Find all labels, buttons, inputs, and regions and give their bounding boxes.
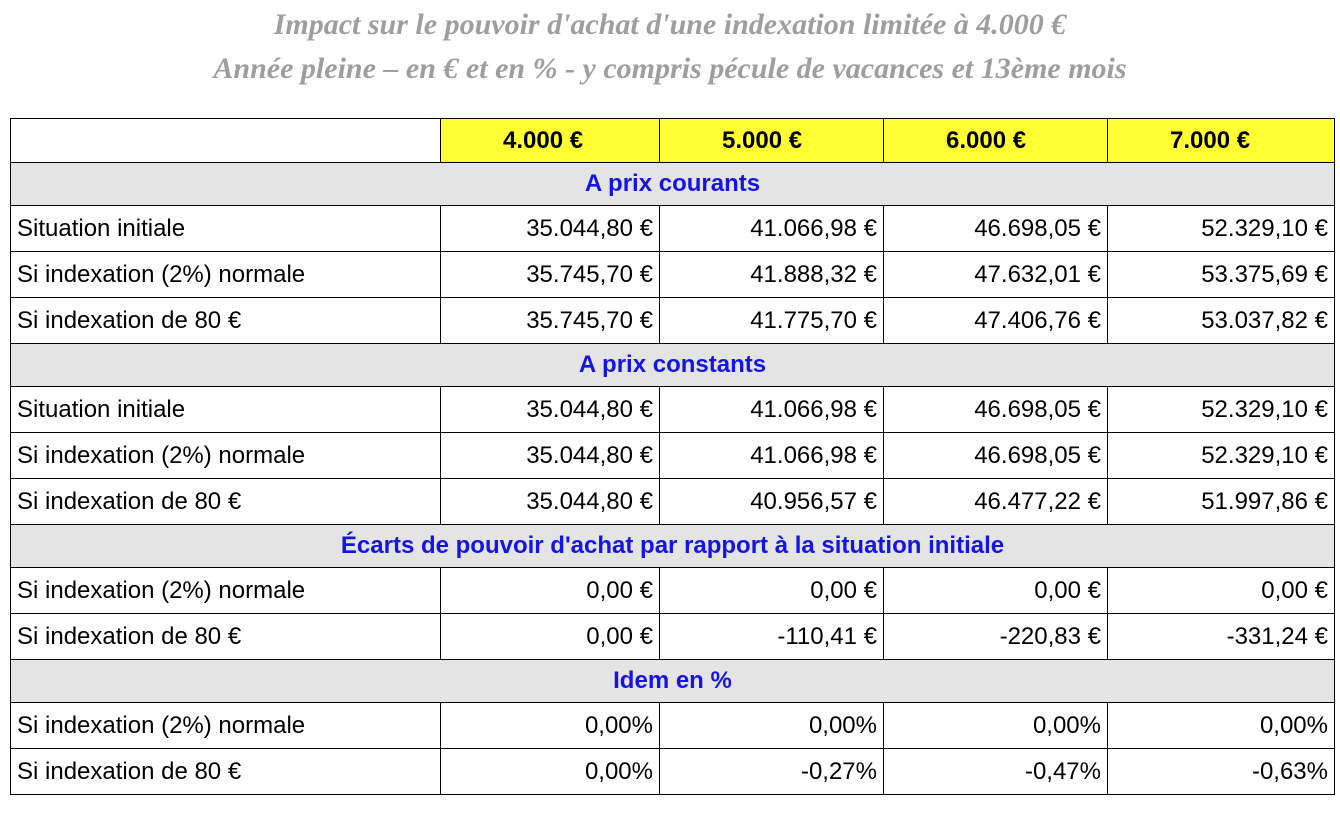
header-cell-empty (11, 119, 441, 163)
section-title: A prix courants (11, 163, 1335, 206)
value-cell: -0,47% (884, 749, 1108, 795)
value-cell: -0,27% (660, 749, 884, 795)
value-cell: 0,00% (441, 749, 660, 795)
value-cell: 40.956,57 € (660, 479, 884, 525)
table-row (11, 568, 1335, 614)
value-cell: 0,00% (660, 703, 884, 749)
row-label: Si indexation de 80 € (11, 298, 441, 344)
value-cell: 41.066,98 € (660, 387, 884, 433)
section-title: A prix constants (11, 344, 1335, 387)
document-title (0, 0, 1340, 91)
row-label: Si indexation (2%) normale (11, 433, 441, 479)
value-cell: 35.044,80 € (441, 433, 660, 479)
row-label: Si indexation de 80 € (11, 479, 441, 525)
value-cell: 41.775,70 € (660, 298, 884, 344)
table-row (11, 479, 1335, 525)
value-cell: 0,00% (884, 703, 1108, 749)
value-cell: 53.037,82 € (1108, 298, 1335, 344)
value-cell: 52.329,10 € (1108, 206, 1335, 252)
row-label: Si indexation de 80 € (11, 749, 441, 795)
value-cell: 41.066,98 € (660, 206, 884, 252)
section-row (11, 525, 1335, 568)
value-cell: 46.698,05 € (884, 387, 1108, 433)
value-cell: -0,63% (1108, 749, 1335, 795)
value-cell: 52.329,10 € (1108, 387, 1335, 433)
value-cell: 0,00 € (660, 568, 884, 614)
table-row (11, 206, 1335, 252)
table-row (11, 703, 1335, 749)
row-label: Si indexation (2%) normale (11, 252, 441, 298)
value-cell: 53.375,69 € (1108, 252, 1335, 298)
value-cell: -331,24 € (1108, 614, 1335, 660)
section-row (11, 163, 1335, 206)
value-cell: 0,00 € (1108, 568, 1335, 614)
value-cell: 35.745,70 € (441, 298, 660, 344)
value-cell: 46.698,05 € (884, 206, 1108, 252)
table-row (11, 298, 1335, 344)
section-row (11, 344, 1335, 387)
value-cell: 41.888,32 € (660, 252, 884, 298)
table-row (11, 252, 1335, 298)
purchasing-power-table (10, 118, 1335, 795)
title-line-2: Année pleine – en € et en % - y compris pécule de vacances et 13ème mois (213, 52, 1127, 85)
row-label: Si indexation (2%) normale (11, 703, 441, 749)
header-cell-6000: 6.000 € (884, 119, 1108, 163)
table-row (11, 749, 1335, 795)
value-cell: 35.044,80 € (441, 387, 660, 433)
value-cell: 46.477,22 € (884, 479, 1108, 525)
section-title: Écarts de pouvoir d'achat par rapport à la situation initiale (11, 525, 1335, 568)
row-label: Situation initiale (11, 206, 441, 252)
header-cell-5000: 5.000 € (660, 119, 884, 163)
row-label: Si indexation (2%) normale (11, 568, 441, 614)
table-row (11, 387, 1335, 433)
value-cell: 35.044,80 € (441, 479, 660, 525)
value-cell: 47.632,01 € (884, 252, 1108, 298)
value-cell: 0,00% (441, 703, 660, 749)
value-cell: 0,00 € (441, 568, 660, 614)
value-cell: 0,00 € (441, 614, 660, 660)
row-label: Situation initiale (11, 387, 441, 433)
value-cell: 51.997,86 € (1108, 479, 1335, 525)
table-row (11, 433, 1335, 479)
header-cell-7000: 7.000 € (1108, 119, 1335, 163)
table-header-row (11, 119, 1335, 163)
value-cell: 52.329,10 € (1108, 433, 1335, 479)
value-cell: -110,41 € (660, 614, 884, 660)
value-cell: 35.044,80 € (441, 206, 660, 252)
value-cell: 0,00% (1108, 703, 1335, 749)
value-cell: 41.066,98 € (660, 433, 884, 479)
value-cell: -220,83 € (884, 614, 1108, 660)
value-cell: 47.406,76 € (884, 298, 1108, 344)
table-row (11, 614, 1335, 660)
title-line-1: Impact sur le pouvoir d'achat d'une indexation limitée à 4.000 € (273, 8, 1067, 41)
section-title: Idem en % (11, 660, 1335, 703)
value-cell: 35.745,70 € (441, 252, 660, 298)
value-cell: 0,00 € (884, 568, 1108, 614)
header-cell-4000: 4.000 € (441, 119, 660, 163)
section-row (11, 660, 1335, 703)
row-label: Si indexation de 80 € (11, 614, 441, 660)
value-cell: 46.698,05 € (884, 433, 1108, 479)
